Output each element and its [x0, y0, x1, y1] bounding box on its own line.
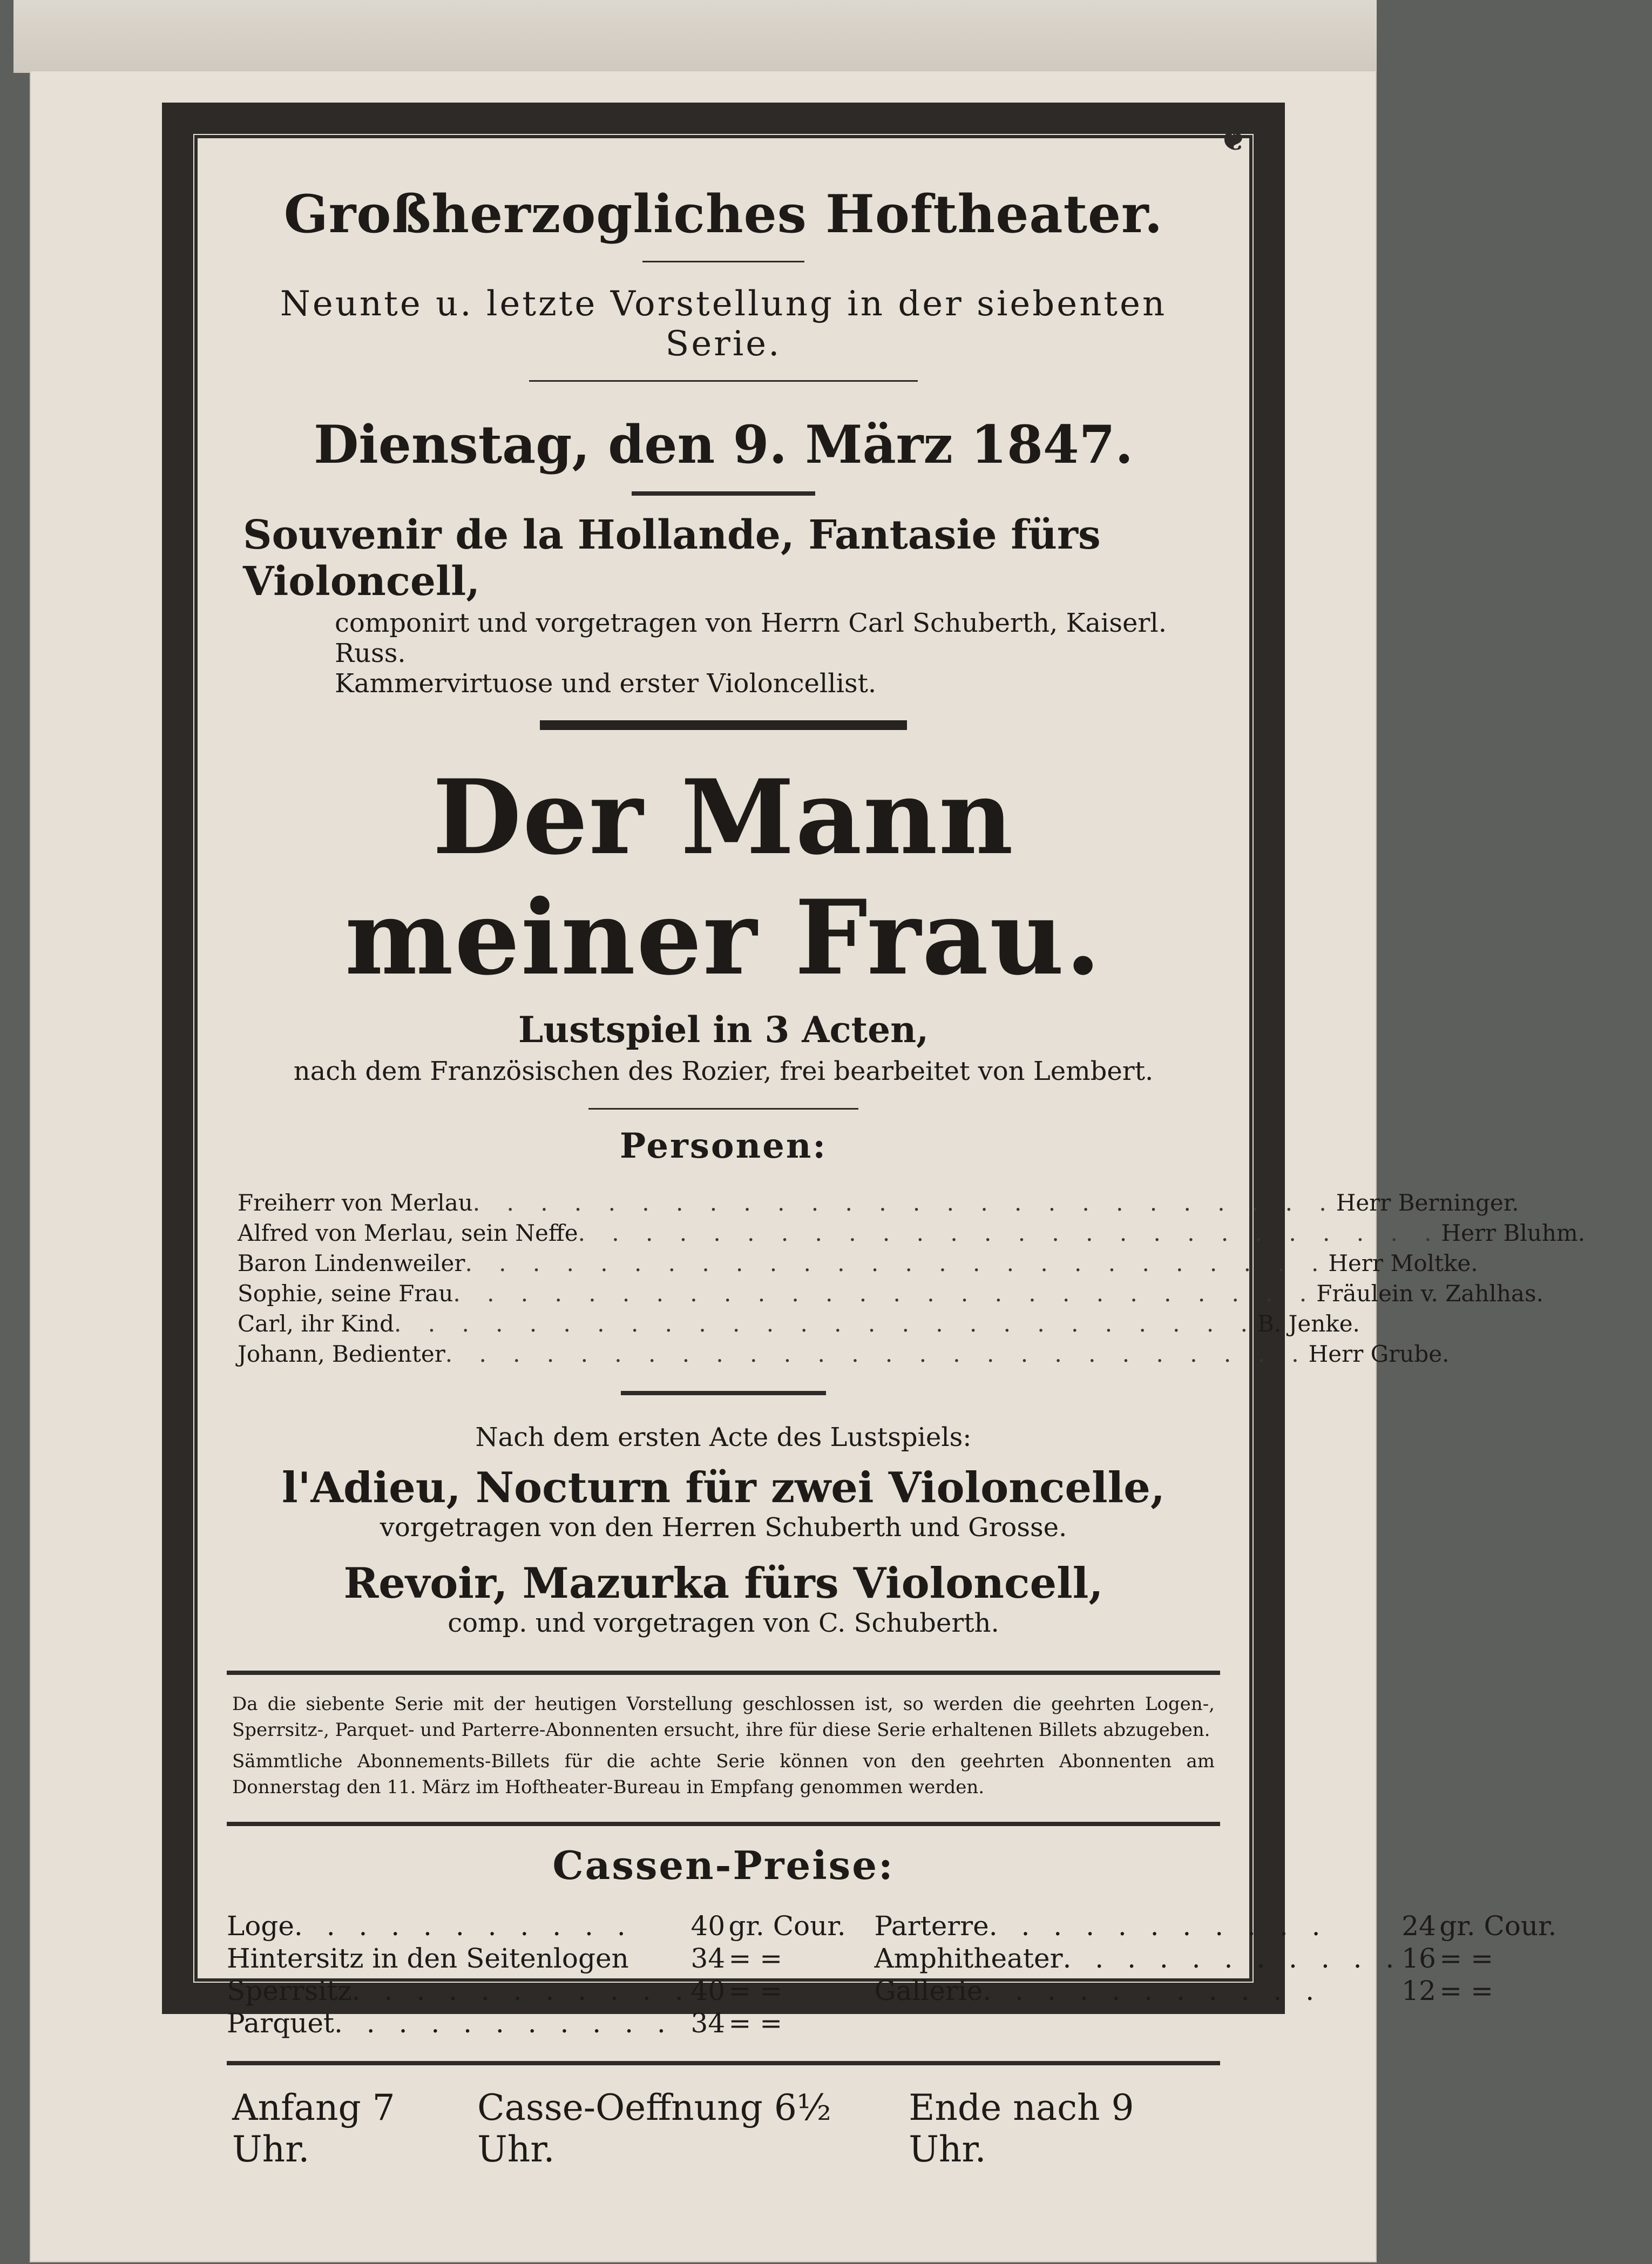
playbill-content [227, 162, 1586, 2170]
interlude-piece-2: Revoir, Mazurka fürs Violoncell, [343, 1559, 1103, 1608]
interlude-piece-1: l'Adieu, Nocturn für zwei Violoncelle, [281, 1463, 1166, 1512]
price-row: Hintersitz in den Seitenlogen 34 = = [227, 1943, 783, 1974]
cast-row: Carl, ihr Kind . . . . . . . . . . . . . . . . . . . . . . . . . . B. Jenke. [238, 1310, 1360, 1337]
corner-ornament-icon: ❦ [1217, 116, 1250, 160]
full-divider [227, 2061, 1220, 2065]
divider [621, 1391, 826, 1395]
cast-row: Sophie, seine Frau . . . . . . . . . . . . . . . . . . . . . . . . . . Fräulein v. Zahlhas. [238, 1280, 1543, 1307]
cast-row: Freiherr von Merlau . . . . . . . . . . . . . . . . . . . . . . . . . . Herr Berninger. [238, 1190, 1519, 1216]
price-column-right [874, 1910, 1557, 2039]
interlude-intro: Nach dem ersten Acte des Lustspiels: [475, 1422, 972, 1452]
cast-row: Johann, Bedienter . . . . . . . . . . . . . . . . . . . . . . . . . . Herr Grube. [238, 1341, 1450, 1367]
divider [632, 491, 815, 496]
divider [588, 1108, 858, 1110]
price-row: Gallerie . . . . . . . . . . . 12 = = [874, 1975, 1493, 2006]
full-divider [227, 1671, 1220, 1675]
cast-heading: Personen: [620, 1126, 827, 1166]
play-title: Der Mann meiner Frau. [344, 757, 1102, 998]
paper-curl [13, 0, 1377, 73]
prelude-title: Souvenir de la Hollande, Fantasie fürs Violoncell, [243, 512, 1101, 605]
divider [529, 380, 918, 382]
price-row: Parterre . . . . . . . . . . . 24 gr. Cour. [874, 1910, 1557, 1942]
interlude-piece-2-by: comp. und vorgetragen von C. Schuberth. [448, 1608, 999, 1638]
notice-paragraph-1: Da die siebente Serie mit der heutigen Vorstellung geschlossen ist, so werden die geehrten Logen-, Sperrsitz-, Parquet- und Parterre-Abonnenten ersucht, ihre für diese Serie erhaltenen Billets abzugeben. [232, 1693, 1215, 1741]
schedule-footer [227, 2087, 1220, 2170]
price-table [227, 1910, 1557, 2039]
play-source: nach dem Französischen des Rozier, frei bearbeitet von Lembert. [293, 1056, 1154, 1086]
thick-divider [540, 720, 907, 730]
notice-paragraph-2: Sämmtliche Abonnements-Billets für die achte Serie können von den geehrten Abonnenten am Donnerstag den 11. März im Hoftheater-Bureau in Empfang genommen werden. [232, 1751, 1215, 1798]
prelude-line-1: componirt und vorgetragen von Herrn Carl Schuberth, Kaiserl. Russ. [335, 608, 1167, 668]
price-column-left [227, 1910, 846, 2039]
price-row: Parquet . . . . . . . . . . . 34 = = [227, 2008, 783, 2039]
series-subtitle: Neunte u. letzte Vorstellung in der siebenten Serie. [280, 284, 1167, 364]
cast-row: Baron Lindenweiler . . . . . . . . . . . . . . . . . . . . . . . . . . Herr Moltke. [238, 1250, 1478, 1276]
prices-heading: Cassen-Preise: [552, 1842, 895, 1888]
price-row: Sperrsitz . . . . . . . . . . . 40 = = [227, 1975, 783, 2006]
price-row: Loge . . . . . . . . . . . 40 gr. Cour. [227, 1910, 846, 1942]
cast-row: Alfred von Merlau, sein Neffe . . . . . . . . . . . . . . . . . . . . . . . . . . Herr Bluhm. [238, 1220, 1586, 1246]
interlude-piece-1-by: vorgetragen von den Herren Schuberth und Grosse. [380, 1512, 1067, 1543]
doors-time: Casse-Oeffnung 6½ Uhr. [477, 2087, 831, 2170]
end-time: Ende nach 9 Uhr. [909, 2087, 1134, 2170]
divider [642, 261, 804, 262]
price-row: Amphitheater . . . . . . . . . . . 16 = = [874, 1943, 1493, 1974]
performance-date: Dienstag, den 9. März 1847. [314, 414, 1133, 475]
prelude-line-2: Kammervirtuose und erster Violoncellist. [335, 668, 877, 699]
cast-list [238, 1188, 1586, 1369]
play-genre: Lustspiel in 3 Acten, [518, 1009, 929, 1051]
theatre-title: Großherzogliches Hoftheater. [283, 184, 1163, 245]
full-divider [227, 1822, 1220, 1826]
start-time: Anfang 7 Uhr. [232, 2087, 395, 2170]
